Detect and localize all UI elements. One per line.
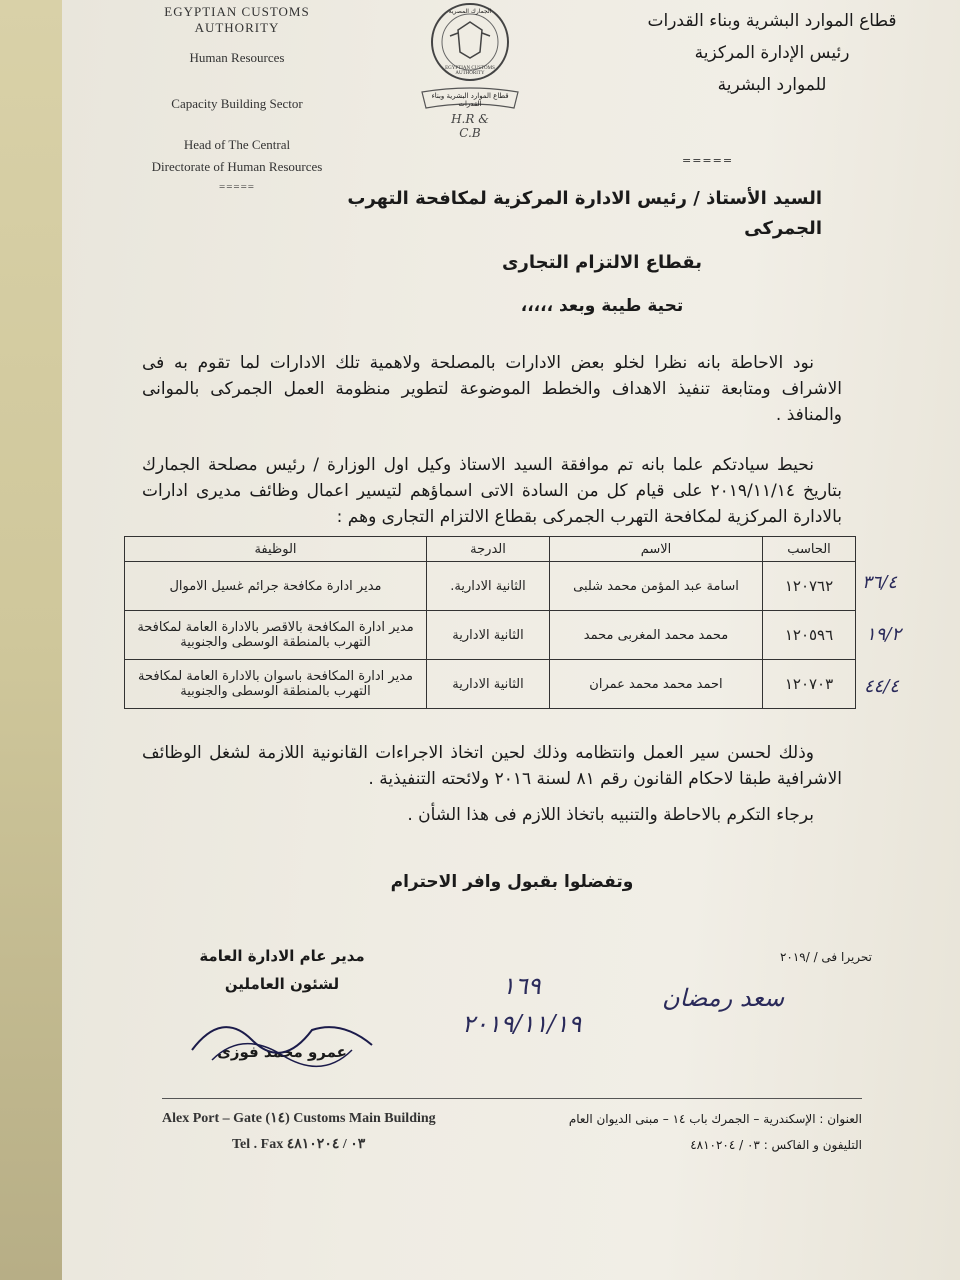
addressee-line2: بقطاع الالتزام التجارى (502, 252, 702, 273)
footer-ar-address: العنوان : الإسكندرية – الجمرك باب ١٤ – مبنى الديوان العام (568, 1112, 862, 1126)
row-job: مدير ادارة المكافحة بالاقصر بالادارة العامة لمكافحة التهرب بالمنطقة الوسطى والجنوبية (125, 611, 427, 660)
paragraph-reason: وذلك لحسن سير العمل وانتظامه وذلك لحين اتخاذ الاجراءات القانونية اللازمة لشغل الوظائف الاشرافية طبقا لاحكام القانون رقم ٨١ لسنة ٢٠١٦ ولائحته التنفيذية . (142, 743, 842, 789)
margin-note-1: ٣٦/٤ (862, 572, 898, 593)
logo-ring-text: EGYPTIAN CUSTOMS AUTHORITY (445, 66, 495, 76)
signature-scribble (182, 1000, 382, 1070)
signature-title-1: مدير عام الادارة العامة (199, 947, 365, 965)
greeting: تحية طيبة وبعد ،،،،، (520, 296, 684, 316)
row-code: ١٢٠٧٦٢ (763, 562, 856, 611)
footer-ar-phone: التليفون و الفاكس : ٠٣ / ٤٨١٠٢٠٤ (690, 1138, 862, 1152)
document-page (62, 0, 960, 1280)
row-job: مدير ادارة مكافحة جرائم غسيل الاموال (125, 562, 427, 611)
sector-en: Capacity Building Sector (171, 96, 303, 111)
row-grade: الثانية الادارية (427, 611, 550, 660)
paragraph-intro: نود الاحاطة بانه نظرا لخلو بعض الادارات بالمصلحة ولاهمية تلك الادارات لما تقوم به فى الاشراف ومتابعة تنفيذ الاهداف والخطط الموضوعة لتطوير منظومة العمل الجمركى بالموانى والمنافذ . (142, 353, 842, 425)
marker-ar: ===== (682, 154, 734, 167)
col-job: الوظيفة (125, 537, 427, 562)
handwritten-number: ١٦٩ (502, 972, 541, 1000)
head-en-2: Directorate of Human Resources (151, 159, 323, 174)
margin-note-2: ١٩/٢ (866, 624, 902, 645)
closing: وتفضلوا بقبول وافر الاحترام (390, 872, 634, 892)
paragraph-approval: نحيط سيادتكم علما بانه تم موافقة السيد الاستاذ وكيل اول الوزارة / رئيس مصلحة الجمارك بتاريخ ٢٠١٩/١١/١٤ على قيام كل من السادة الاتى اسماؤهم لتيسير اعمال وظائف مديرى ادارات بالادارة المركزية لمكافحة التهرب الجمركى بقطاع الالتزام التجارى وهم : (142, 455, 842, 527)
row-grade: الثانية الادارية. (427, 562, 550, 611)
desk-background (0, 0, 62, 1280)
margin-note-3: ٤٤/٤ (864, 676, 900, 697)
row-name: اسامة عبد المؤمن محمد شلبى (550, 562, 763, 611)
table-header-row (125, 537, 856, 562)
col-name: الاسم (550, 537, 763, 562)
row-code: ١٢٠٧٠٣ (763, 660, 856, 709)
org-name-en: EGYPTIAN CUSTOMS AUTHORITY (164, 4, 310, 35)
hr-en: Human Resources (189, 50, 285, 65)
table-row (125, 660, 856, 709)
col-grade: الدرجة (427, 537, 550, 562)
footer-rule (162, 1098, 862, 1099)
paragraph-request: برجاء التكرم بالاحاطة والتنبيه باتخاذ اللازم فى هذا الشأن . (407, 805, 814, 825)
row-job: مدير ادارة المكافحة باسوان بالادارة العامة لمكافحة التهرب بالمنطقة الوسطى والجنوبية (125, 660, 427, 709)
authority-logo (400, 0, 540, 140)
header-english (132, 4, 342, 193)
footer-english (162, 1106, 482, 1158)
addressee (332, 184, 822, 278)
footer-arabic (542, 1106, 862, 1158)
footer-en-address: Alex Port – Gate (١٤) Customs Main Building (162, 1111, 436, 1126)
table-row (125, 562, 856, 611)
sector-ar: قطاع الموارد البشرية وبناء القدرات (647, 11, 897, 31)
logo-caption: H.R & C.B (451, 112, 489, 140)
logo-banner-text: قطاع الموارد البشرية وبناء القدرات (431, 92, 509, 108)
date-line: تحريرا فى / /٢٠١٩ (779, 950, 872, 964)
row-name: محمد محمد المغربى محمد (550, 611, 763, 660)
logo-top-text: الجمارك المصرية (448, 8, 492, 15)
head-en-1: Head of The Central (183, 137, 291, 152)
header-arabic (622, 8, 922, 174)
marker-en: ===== (218, 181, 256, 193)
handwritten-date: ٢٠١٩/١١/١٩ (462, 1010, 582, 1038)
table-row (125, 611, 856, 660)
staff-table (124, 536, 856, 709)
addressee-line1: السيد الأستاذ / رئيس الادارة المركزية لمكافحة التهرب الجمركى (347, 188, 822, 239)
head-ar: رئيس الإدارة المركزية (694, 43, 850, 63)
handwritten-name: سعد رمضان (662, 984, 785, 1012)
row-name: احمد محمد محمد عمران (550, 660, 763, 709)
col-code: الحاسب (763, 537, 856, 562)
row-code: ١٢٠٥٩٦ (763, 611, 856, 660)
row-grade: الثانية الادارية (427, 660, 550, 709)
signature-title-2: لشئون العاملين (224, 975, 340, 993)
signature-name: عمرو محمد فوزى (217, 1043, 347, 1061)
footer-en-phone: Tel . Fax ٠٣ / ٤٨١٠٢٠٤ (232, 1137, 366, 1152)
hr-ar: للموارد البشرية (717, 75, 827, 95)
